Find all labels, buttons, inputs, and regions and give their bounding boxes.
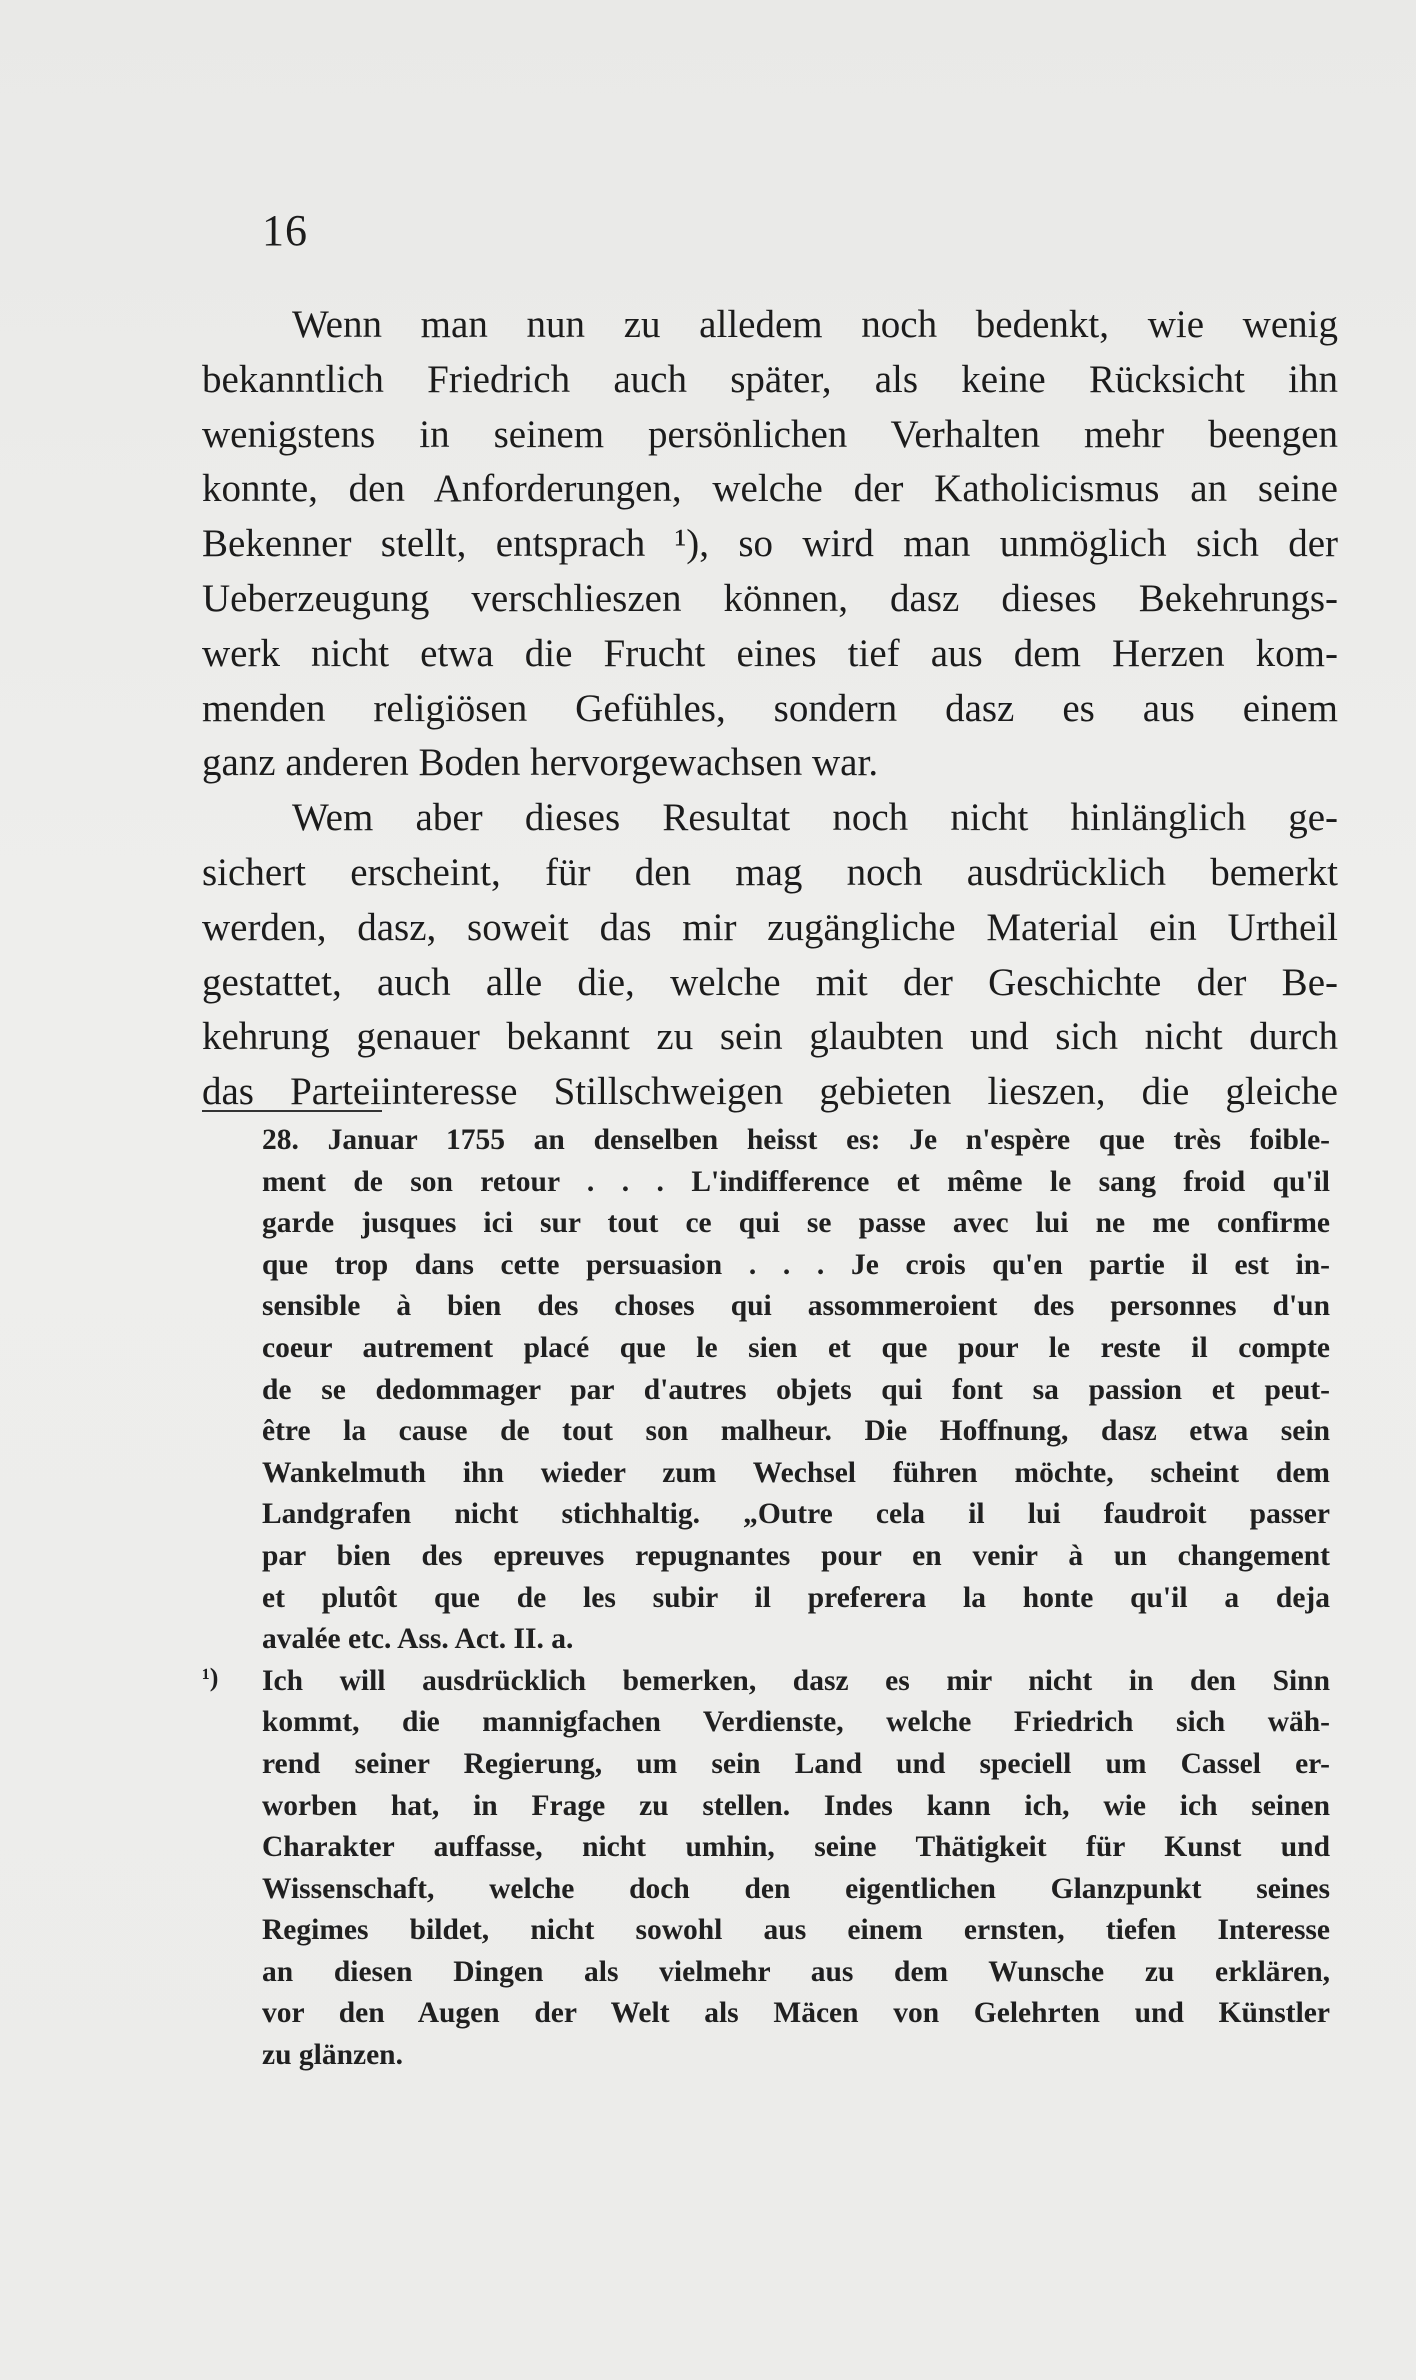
text-line: bekanntlich Friedrich auch später, als keine Rücksicht ihn [202, 357, 1338, 401]
text-line: Bekenner stellt, entsprach ¹), so wird man unmöglich sich der [202, 522, 1338, 566]
footnote-line-text: Ich will ausdrücklich bemerken, dasz es mir nicht in den Sinn [262, 1664, 1330, 1697]
footnote-line: coeur autrement placé que le sien et que pour le reste il compte [262, 1331, 1330, 1364]
footnote-line: Wissenschaft, welche doch den eigentlichen Glanzpunkt seines [262, 1872, 1330, 1905]
footnote-line: 28. Januar 1755 an denselben heisst es: Je n'espère que très foible- [262, 1124, 1330, 1156]
footnote-line: zu glänzen. [262, 2039, 403, 2072]
text-line: kehrung genauer bekannt zu sein glaubten und sich nicht durch [202, 1015, 1338, 1059]
text-line: konnte, den Anforderungen, welche der Katholicismus an seine [202, 467, 1338, 511]
text-line: ganz anderen Boden hervorgewachsen war. [202, 741, 879, 785]
text-line: werk nicht etwa die Frucht eines tief aus dem Herzen kom- [202, 631, 1338, 675]
text-line: gestattet, auch alle die, welche mit der Geschichte der Be- [202, 960, 1338, 1004]
footnote-line: Wankelmuth ihn wieder zum Wechsel führen möchte, scheint dem [262, 1456, 1330, 1489]
footnote-1-first-line [202, 1661, 1330, 1703]
text-line: wenigstens in seinem persönlichen Verhalten mehr beengen [202, 412, 1338, 456]
main-text [202, 298, 1338, 1120]
footnote-line: an diesen Dingen als vielmehr aus dem Wunsche zu erklären, [262, 1955, 1330, 1988]
footnote-divider [202, 1110, 382, 1112]
footnote-line: être la cause de tout son malheur. Die Hoffnung, dasz etwa sein [262, 1415, 1330, 1448]
text-line: Ueberzeugung verschlieszen können, dasz dieses Bekehrungs- [202, 576, 1338, 620]
footnote-line: ment de son retour . . . L'indifference et même le sang froid qu'il [262, 1165, 1330, 1198]
text-line: Wenn man nun zu alledem noch bedenkt, wie wenig [292, 303, 1338, 346]
footnote-line: kommt, die mannigfachen Verdienste, welche Friedrich sich wäh- [262, 1706, 1330, 1739]
footnote-line: avalée etc. Ass. Act. II. a. [262, 1623, 574, 1656]
footnote-line: par bien des epreuves repugnantes pour en venir à un changement [262, 1539, 1330, 1572]
footnote-line: sensible à bien des choses qui assommeroient des personnes d'un [262, 1290, 1330, 1323]
footnote-line: que trop dans cette persuasion . . . Je crois qu'en partie il est in- [262, 1248, 1330, 1281]
footnote-line: Landgrafen nicht stichhaltig. „Outre cela il lui faudroit passer [262, 1498, 1330, 1531]
footnotes [202, 1120, 1330, 2077]
page-number: 16 [262, 206, 308, 255]
footnote-marker: ¹) [202, 1662, 219, 1692]
footnote-line: et plutôt que de les subir il preferera la honte qu'il a deja [262, 1581, 1330, 1614]
text-line: werden, dasz, soweit das mir zugängliche Material ein Urtheil [202, 905, 1338, 949]
text-line: das Parteiinteresse Stillschweigen gebieten lieszen, die gleiche [202, 1070, 1338, 1114]
text-line: menden religiösen Gefühles, sondern dasz es aus einem [202, 686, 1338, 730]
text-line: Wem aber dieses Resultat noch nicht hinlänglich ge- [292, 796, 1338, 840]
footnote-line: Regimes bildet, nicht sowohl aus einem ernsten, tiefen Interesse [262, 1914, 1330, 1947]
footnote-line: Charakter auffasse, nicht umhin, seine Thätigkeit für Kunst und [262, 1831, 1330, 1864]
footnote-line: vor den Augen der Welt als Mäcen von Gelehrten und Künstler [262, 1997, 1330, 2030]
footnote-line: rend seiner Regierung, um sein Land und speciell um Cassel er- [262, 1747, 1330, 1780]
footnote-line: worben hat, in Frage zu stellen. Indes kann ich, wie ich seinen [262, 1789, 1330, 1822]
footnote-line: de se dedommager par d'autres objets qui font sa passion et peut- [262, 1373, 1330, 1406]
text-line: sichert erscheint, für den mag noch ausdrücklich bemerkt [202, 850, 1338, 894]
footnote-line: garde jusques ici sur tout ce qui se passe avec lui ne me confirme [262, 1207, 1330, 1240]
